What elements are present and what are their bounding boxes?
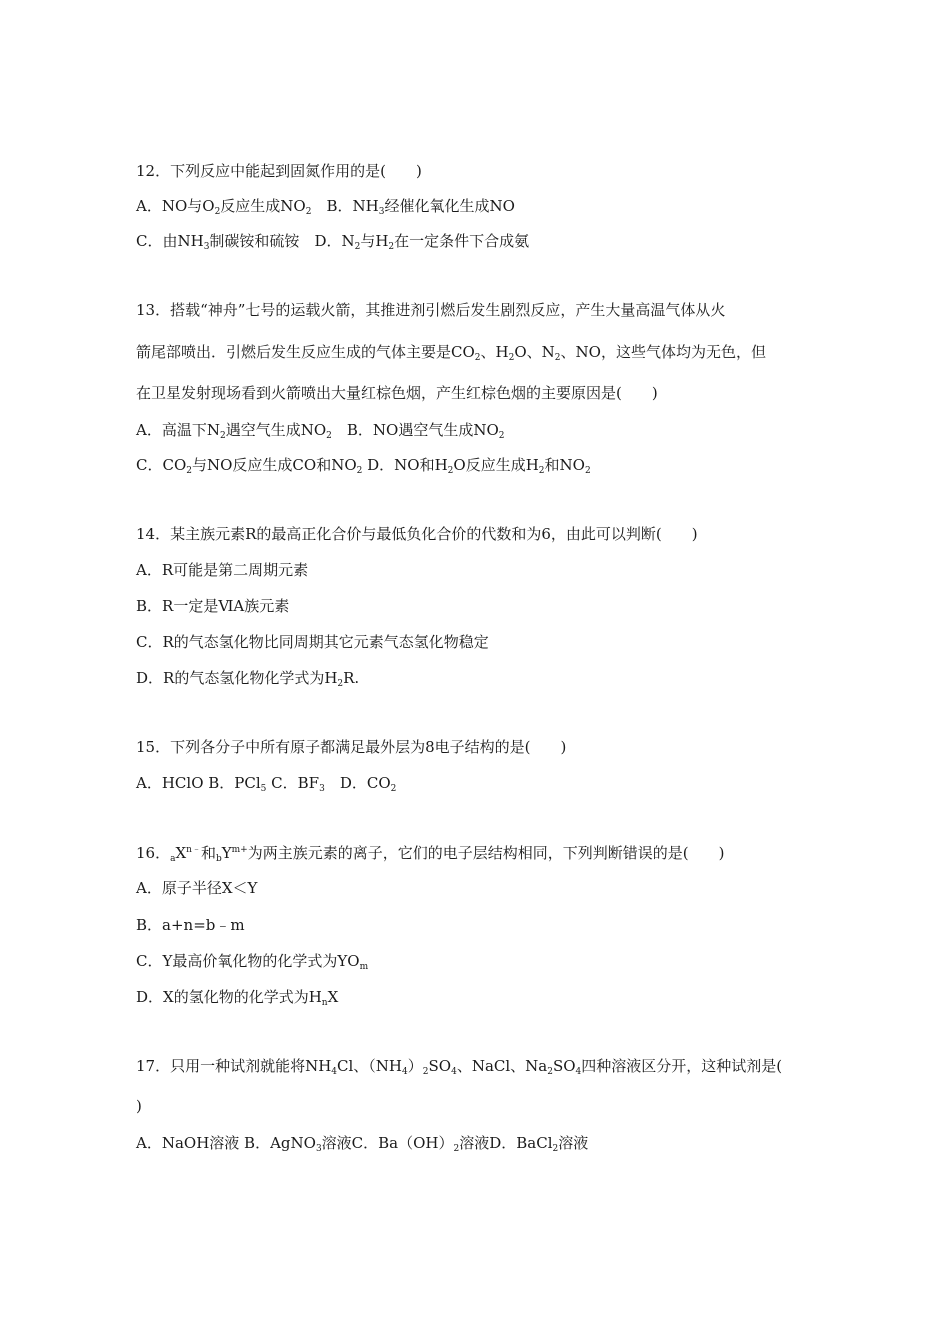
question-14-option-c: C．R的气态氢化物比同周期其它元素气态氢化物稳定 (136, 633, 489, 651)
question-13-stem-line-2: 箭尾部喷出．引燃后发生反应生成的气体主要是$CO_2$、$H_2O$、$N_2$、NO，这些气体均为无色，但 (136, 343, 766, 363)
question-16-option-c: C．Y最高价氧化物的化学式为$YO_m$ (136, 952, 369, 972)
question-14-option-d: D．R的气态氢化物化学式为$H_2R$. (136, 669, 360, 689)
question-15-stem: 15．下列各分子中所有原子都满足最外层为8电子结构的是( ) (136, 738, 567, 756)
question-16-option-a: A．原子半径X＜Y (136, 879, 258, 897)
question-14-stem: 14．某主族元素R的最高正化合价与最低负化合价的代数和为6，由此可以判断( ) (136, 525, 698, 543)
question-12-options-ab: A．NO与$O_2$反应生成$NO_2$ B．$NH_3$经催化氧化生成NO (136, 197, 515, 217)
question-14-option-a: A．R可能是第二周期元素 (136, 561, 309, 579)
question-13-stem-line-1: 13．搭载“神舟”七号的运载火箭，其推进剂引燃后发生剧烈反应，产生大量高温气体从火 (136, 301, 726, 319)
question-17-stem-line-2: ) (136, 1097, 142, 1115)
question-13-options-cd: C．$CO_2$与NO反应生成CO和$NO_2$ D．NO和$H_2O$反应生成$H_2$和$NO_2$ (136, 456, 591, 476)
question-13-stem-line-3: 在卫星发射现场看到火箭喷出大量红棕色烟，产生红棕色烟的主要原因是( ) (136, 384, 658, 402)
question-15-options: A．HClO B．PCl$_5$ C．$BF_3$ D．$CO_2$ (136, 774, 397, 794)
question-16-option-d: D．X的氢化物的化学式为$H_nX$ (136, 988, 339, 1008)
question-12-stem: 12．下列反应中能起到固氮作用的是( ) (136, 162, 422, 180)
question-12-options-cd: C．由$NH_3$制碳铵和硫铵 D．$N_2$与$H_2$在一定条件下合成氨 (136, 232, 530, 252)
question-13-options-ab: A．高温下$N_2$遇空气生成$NO_2$ B．NO遇空气生成$NO_2$ (136, 421, 505, 441)
question-16-option-b: B．a+n=b﹣m (136, 916, 245, 934)
question-17-options: A．NaOH溶液 B．AgNO$_3$溶液C．$Ba(OH)_2$溶液D．BaCl$_2$溶液 (136, 1134, 589, 1154)
question-14-option-b: B．R一定是ⅥA族元素 (136, 597, 290, 615)
question-16-stem: 16．$_aX^{n﹣}$和$_bY^{m+}$为两主族元素的离子，它们的电子层结构相同，下列判断错误的是( ) (136, 844, 725, 864)
question-17-stem-line-1: 17．只用一种试剂就能将$NH_4Cl$、$(NH_4)_2SO_4$、NaCl、$Na_2SO_4$四种溶液区分开，这种试剂是( (136, 1057, 783, 1077)
